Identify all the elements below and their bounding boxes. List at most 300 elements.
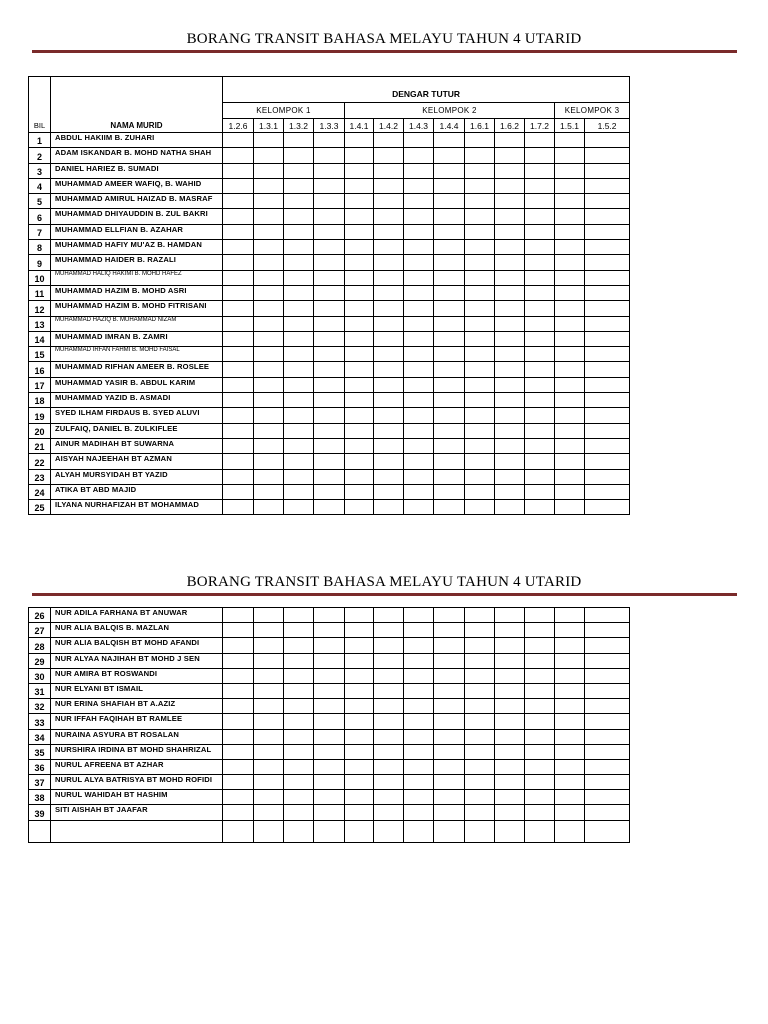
score-cell[interactable]: [465, 500, 495, 515]
score-cell[interactable]: [374, 438, 404, 453]
score-cell[interactable]: [284, 623, 314, 638]
score-cell[interactable]: [495, 454, 525, 469]
score-cell[interactable]: [465, 608, 495, 623]
score-cell[interactable]: [223, 454, 254, 469]
score-cell[interactable]: [254, 377, 284, 392]
score-cell[interactable]: [555, 393, 585, 408]
score-cell[interactable]: [434, 209, 465, 224]
score-cell[interactable]: [404, 653, 434, 668]
score-cell[interactable]: [223, 500, 254, 515]
score-cell[interactable]: [465, 744, 495, 759]
score-cell[interactable]: [434, 377, 465, 392]
score-cell[interactable]: [434, 469, 465, 484]
score-cell[interactable]: [404, 270, 434, 285]
score-cell[interactable]: [345, 224, 374, 239]
score-cell[interactable]: [465, 454, 495, 469]
score-cell[interactable]: [223, 255, 254, 270]
score-cell[interactable]: [284, 729, 314, 744]
score-cell[interactable]: [555, 469, 585, 484]
score-cell[interactable]: [495, 393, 525, 408]
score-cell[interactable]: [345, 148, 374, 163]
score-cell[interactable]: [585, 714, 630, 729]
score-cell[interactable]: [404, 759, 434, 774]
score-cell[interactable]: [404, 331, 434, 346]
score-cell[interactable]: [495, 729, 525, 744]
score-cell[interactable]: [404, 729, 434, 744]
score-cell[interactable]: [585, 790, 630, 805]
score-cell[interactable]: [345, 729, 374, 744]
score-cell[interactable]: [223, 775, 254, 790]
score-cell[interactable]: [404, 408, 434, 423]
score-cell[interactable]: [345, 744, 374, 759]
score-cell[interactable]: [525, 759, 555, 774]
score-cell[interactable]: [314, 285, 345, 300]
score-cell[interactable]: [284, 500, 314, 515]
score-cell[interactable]: [223, 393, 254, 408]
score-cell[interactable]: [254, 790, 284, 805]
score-cell[interactable]: [465, 759, 495, 774]
score-cell[interactable]: [465, 270, 495, 285]
score-cell[interactable]: [525, 224, 555, 239]
score-cell[interactable]: [555, 820, 585, 842]
score-cell[interactable]: [495, 347, 525, 362]
score-cell[interactable]: [495, 408, 525, 423]
score-cell[interactable]: [434, 500, 465, 515]
score-cell[interactable]: [434, 744, 465, 759]
score-cell[interactable]: [465, 148, 495, 163]
score-cell[interactable]: [525, 255, 555, 270]
score-cell[interactable]: [495, 194, 525, 209]
score-cell[interactable]: [254, 608, 284, 623]
score-cell[interactable]: [254, 240, 284, 255]
score-cell[interactable]: [525, 744, 555, 759]
score-cell[interactable]: [585, 820, 630, 842]
score-cell[interactable]: [314, 224, 345, 239]
score-cell[interactable]: [404, 714, 434, 729]
score-cell[interactable]: [465, 301, 495, 316]
score-cell[interactable]: [555, 408, 585, 423]
score-cell[interactable]: [585, 316, 630, 331]
score-cell[interactable]: [585, 759, 630, 774]
score-cell[interactable]: [525, 668, 555, 683]
score-cell[interactable]: [555, 377, 585, 392]
score-cell[interactable]: [555, 194, 585, 209]
score-cell[interactable]: [434, 270, 465, 285]
score-cell[interactable]: [314, 331, 345, 346]
score-cell[interactable]: [374, 301, 404, 316]
score-cell[interactable]: [525, 729, 555, 744]
score-cell[interactable]: [223, 638, 254, 653]
score-cell[interactable]: [465, 240, 495, 255]
score-cell[interactable]: [465, 285, 495, 300]
score-cell[interactable]: [254, 500, 284, 515]
score-cell[interactable]: [465, 790, 495, 805]
score-cell[interactable]: [345, 209, 374, 224]
score-cell[interactable]: [314, 270, 345, 285]
score-cell[interactable]: [404, 163, 434, 178]
score-cell[interactable]: [345, 240, 374, 255]
score-cell[interactable]: [585, 255, 630, 270]
score-cell[interactable]: [314, 240, 345, 255]
score-cell[interactable]: [434, 285, 465, 300]
score-cell[interactable]: [404, 668, 434, 683]
score-cell[interactable]: [404, 423, 434, 438]
score-cell[interactable]: [374, 668, 404, 683]
score-cell[interactable]: [585, 805, 630, 820]
score-cell[interactable]: [525, 347, 555, 362]
score-cell[interactable]: [223, 820, 254, 842]
score-cell[interactable]: [254, 347, 284, 362]
score-cell[interactable]: [525, 133, 555, 148]
score-cell[interactable]: [495, 775, 525, 790]
score-cell[interactable]: [404, 224, 434, 239]
score-cell[interactable]: [345, 347, 374, 362]
score-cell[interactable]: [284, 683, 314, 698]
score-cell[interactable]: [284, 653, 314, 668]
score-cell[interactable]: [254, 133, 284, 148]
score-cell[interactable]: [284, 163, 314, 178]
score-cell[interactable]: [555, 285, 585, 300]
score-cell[interactable]: [525, 194, 555, 209]
score-cell[interactable]: [465, 224, 495, 239]
score-cell[interactable]: [585, 163, 630, 178]
score-cell[interactable]: [434, 347, 465, 362]
score-cell[interactable]: [555, 668, 585, 683]
score-cell[interactable]: [374, 224, 404, 239]
score-cell[interactable]: [223, 438, 254, 453]
score-cell[interactable]: [495, 331, 525, 346]
score-cell[interactable]: [465, 362, 495, 377]
score-cell[interactable]: [495, 469, 525, 484]
score-cell[interactable]: [374, 484, 404, 499]
score-cell[interactable]: [223, 790, 254, 805]
score-cell[interactable]: [525, 820, 555, 842]
score-cell[interactable]: [223, 240, 254, 255]
score-cell[interactable]: [555, 133, 585, 148]
score-cell[interactable]: [434, 653, 465, 668]
score-cell[interactable]: [465, 377, 495, 392]
score-cell[interactable]: [465, 805, 495, 820]
score-cell[interactable]: [254, 255, 284, 270]
score-cell[interactable]: [495, 699, 525, 714]
score-cell[interactable]: [555, 148, 585, 163]
score-cell[interactable]: [284, 240, 314, 255]
score-cell[interactable]: [254, 699, 284, 714]
score-cell[interactable]: [314, 759, 345, 774]
score-cell[interactable]: [314, 423, 345, 438]
score-cell[interactable]: [374, 240, 404, 255]
score-cell[interactable]: [465, 683, 495, 698]
score-cell[interactable]: [254, 224, 284, 239]
score-cell[interactable]: [495, 178, 525, 193]
score-cell[interactable]: [434, 408, 465, 423]
score-cell[interactable]: [434, 484, 465, 499]
score-cell[interactable]: [525, 285, 555, 300]
score-cell[interactable]: [345, 255, 374, 270]
score-cell[interactable]: [495, 316, 525, 331]
score-cell[interactable]: [345, 301, 374, 316]
score-cell[interactable]: [525, 775, 555, 790]
score-cell[interactable]: [465, 668, 495, 683]
score-cell[interactable]: [223, 316, 254, 331]
score-cell[interactable]: [254, 393, 284, 408]
score-cell[interactable]: [314, 362, 345, 377]
score-cell[interactable]: [345, 423, 374, 438]
score-cell[interactable]: [434, 255, 465, 270]
score-cell[interactable]: [585, 638, 630, 653]
score-cell[interactable]: [465, 133, 495, 148]
score-cell[interactable]: [254, 668, 284, 683]
score-cell[interactable]: [284, 608, 314, 623]
score-cell[interactable]: [465, 714, 495, 729]
score-cell[interactable]: [585, 653, 630, 668]
score-cell[interactable]: [374, 790, 404, 805]
score-cell[interactable]: [345, 668, 374, 683]
score-cell[interactable]: [345, 377, 374, 392]
score-cell[interactable]: [374, 608, 404, 623]
score-cell[interactable]: [254, 775, 284, 790]
score-cell[interactable]: [314, 729, 345, 744]
score-cell[interactable]: [525, 178, 555, 193]
score-cell[interactable]: [495, 484, 525, 499]
score-cell[interactable]: [284, 194, 314, 209]
score-cell[interactable]: [404, 133, 434, 148]
score-cell[interactable]: [314, 194, 345, 209]
score-cell[interactable]: [223, 163, 254, 178]
score-cell[interactable]: [223, 744, 254, 759]
score-cell[interactable]: [404, 285, 434, 300]
score-cell[interactable]: [345, 408, 374, 423]
score-cell[interactable]: [495, 255, 525, 270]
score-cell[interactable]: [404, 362, 434, 377]
score-cell[interactable]: [585, 438, 630, 453]
score-cell[interactable]: [314, 454, 345, 469]
score-cell[interactable]: [465, 775, 495, 790]
score-cell[interactable]: [555, 638, 585, 653]
score-cell[interactable]: [254, 148, 284, 163]
score-cell[interactable]: [525, 638, 555, 653]
score-cell[interactable]: [374, 638, 404, 653]
score-cell[interactable]: [374, 331, 404, 346]
score-cell[interactable]: [404, 178, 434, 193]
score-cell[interactable]: [434, 759, 465, 774]
score-cell[interactable]: [495, 805, 525, 820]
score-cell[interactable]: [374, 759, 404, 774]
score-cell[interactable]: [254, 759, 284, 774]
score-cell[interactable]: [525, 623, 555, 638]
score-cell[interactable]: [434, 438, 465, 453]
score-cell[interactable]: [374, 408, 404, 423]
score-cell[interactable]: [345, 638, 374, 653]
score-cell[interactable]: [254, 163, 284, 178]
score-cell[interactable]: [585, 423, 630, 438]
score-cell[interactable]: [254, 362, 284, 377]
score-cell[interactable]: [374, 393, 404, 408]
score-cell[interactable]: [254, 438, 284, 453]
score-cell[interactable]: [314, 163, 345, 178]
score-cell[interactable]: [495, 438, 525, 453]
score-cell[interactable]: [555, 438, 585, 453]
score-cell[interactable]: [404, 347, 434, 362]
score-cell[interactable]: [254, 653, 284, 668]
score-cell[interactable]: [465, 178, 495, 193]
score-cell[interactable]: [404, 638, 434, 653]
score-cell[interactable]: [374, 454, 404, 469]
score-cell[interactable]: [555, 454, 585, 469]
score-cell[interactable]: [345, 469, 374, 484]
score-cell[interactable]: [314, 347, 345, 362]
score-cell[interactable]: [345, 805, 374, 820]
score-cell[interactable]: [404, 608, 434, 623]
score-cell[interactable]: [314, 790, 345, 805]
score-cell[interactable]: [525, 653, 555, 668]
score-cell[interactable]: [374, 744, 404, 759]
score-cell[interactable]: [404, 805, 434, 820]
score-cell[interactable]: [555, 623, 585, 638]
score-cell[interactable]: [434, 301, 465, 316]
score-cell[interactable]: [284, 377, 314, 392]
score-cell[interactable]: [465, 408, 495, 423]
score-cell[interactable]: [585, 377, 630, 392]
score-cell[interactable]: [345, 699, 374, 714]
score-cell[interactable]: [284, 759, 314, 774]
score-cell[interactable]: [525, 301, 555, 316]
score-cell[interactable]: [223, 133, 254, 148]
score-cell[interactable]: [314, 623, 345, 638]
score-cell[interactable]: [404, 623, 434, 638]
score-cell[interactable]: [495, 608, 525, 623]
score-cell[interactable]: [434, 240, 465, 255]
score-cell[interactable]: [374, 270, 404, 285]
score-cell[interactable]: [223, 484, 254, 499]
score-cell[interactable]: [223, 408, 254, 423]
score-cell[interactable]: [284, 301, 314, 316]
score-cell[interactable]: [434, 133, 465, 148]
score-cell[interactable]: [314, 133, 345, 148]
score-cell[interactable]: [374, 163, 404, 178]
score-cell[interactable]: [434, 805, 465, 820]
score-cell[interactable]: [314, 638, 345, 653]
score-cell[interactable]: [404, 500, 434, 515]
score-cell[interactable]: [495, 163, 525, 178]
score-cell[interactable]: [555, 163, 585, 178]
score-cell[interactable]: [525, 469, 555, 484]
score-cell[interactable]: [223, 668, 254, 683]
score-cell[interactable]: [345, 484, 374, 499]
score-cell[interactable]: [314, 744, 345, 759]
score-cell[interactable]: [314, 178, 345, 193]
score-cell[interactable]: [374, 820, 404, 842]
score-cell[interactable]: [314, 820, 345, 842]
score-cell[interactable]: [223, 301, 254, 316]
score-cell[interactable]: [345, 759, 374, 774]
score-cell[interactable]: [434, 683, 465, 698]
score-cell[interactable]: [284, 316, 314, 331]
score-cell[interactable]: [555, 255, 585, 270]
score-cell[interactable]: [555, 224, 585, 239]
score-cell[interactable]: [404, 790, 434, 805]
score-cell[interactable]: [374, 178, 404, 193]
score-cell[interactable]: [525, 438, 555, 453]
score-cell[interactable]: [314, 608, 345, 623]
score-cell[interactable]: [434, 638, 465, 653]
score-cell[interactable]: [525, 377, 555, 392]
score-cell[interactable]: [284, 668, 314, 683]
score-cell[interactable]: [404, 820, 434, 842]
score-cell[interactable]: [525, 393, 555, 408]
score-cell[interactable]: [525, 331, 555, 346]
score-cell[interactable]: [254, 423, 284, 438]
score-cell[interactable]: [374, 194, 404, 209]
score-cell[interactable]: [585, 608, 630, 623]
score-cell[interactable]: [223, 423, 254, 438]
score-cell[interactable]: [585, 668, 630, 683]
score-cell[interactable]: [465, 316, 495, 331]
score-cell[interactable]: [495, 744, 525, 759]
score-cell[interactable]: [465, 393, 495, 408]
score-cell[interactable]: [374, 423, 404, 438]
score-cell[interactable]: [525, 500, 555, 515]
score-cell[interactable]: [434, 362, 465, 377]
score-cell[interactable]: [465, 699, 495, 714]
score-cell[interactable]: [314, 393, 345, 408]
score-cell[interactable]: [345, 623, 374, 638]
score-cell[interactable]: [525, 805, 555, 820]
score-cell[interactable]: [434, 316, 465, 331]
score-cell[interactable]: [404, 240, 434, 255]
score-cell[interactable]: [345, 285, 374, 300]
score-cell[interactable]: [434, 178, 465, 193]
score-cell[interactable]: [465, 638, 495, 653]
score-cell[interactable]: [525, 714, 555, 729]
score-cell[interactable]: [434, 714, 465, 729]
score-cell[interactable]: [434, 331, 465, 346]
score-cell[interactable]: [555, 331, 585, 346]
score-cell[interactable]: [555, 775, 585, 790]
score-cell[interactable]: [284, 209, 314, 224]
score-cell[interactable]: [495, 224, 525, 239]
score-cell[interactable]: [314, 148, 345, 163]
score-cell[interactable]: [254, 301, 284, 316]
score-cell[interactable]: [254, 316, 284, 331]
score-cell[interactable]: [345, 775, 374, 790]
score-cell[interactable]: [284, 699, 314, 714]
score-cell[interactable]: [585, 224, 630, 239]
score-cell[interactable]: [254, 408, 284, 423]
score-cell[interactable]: [404, 377, 434, 392]
score-cell[interactable]: [284, 133, 314, 148]
score-cell[interactable]: [254, 623, 284, 638]
score-cell[interactable]: [345, 608, 374, 623]
score-cell[interactable]: [374, 148, 404, 163]
score-cell[interactable]: [345, 194, 374, 209]
score-cell[interactable]: [434, 393, 465, 408]
score-cell[interactable]: [374, 714, 404, 729]
score-cell[interactable]: [495, 638, 525, 653]
score-cell[interactable]: [495, 133, 525, 148]
score-cell[interactable]: [254, 729, 284, 744]
score-cell[interactable]: [555, 500, 585, 515]
score-cell[interactable]: [284, 224, 314, 239]
score-cell[interactable]: [495, 148, 525, 163]
score-cell[interactable]: [284, 285, 314, 300]
score-cell[interactable]: [345, 683, 374, 698]
score-cell[interactable]: [555, 759, 585, 774]
score-cell[interactable]: [585, 301, 630, 316]
score-cell[interactable]: [555, 270, 585, 285]
score-cell[interactable]: [284, 469, 314, 484]
score-cell[interactable]: [404, 775, 434, 790]
